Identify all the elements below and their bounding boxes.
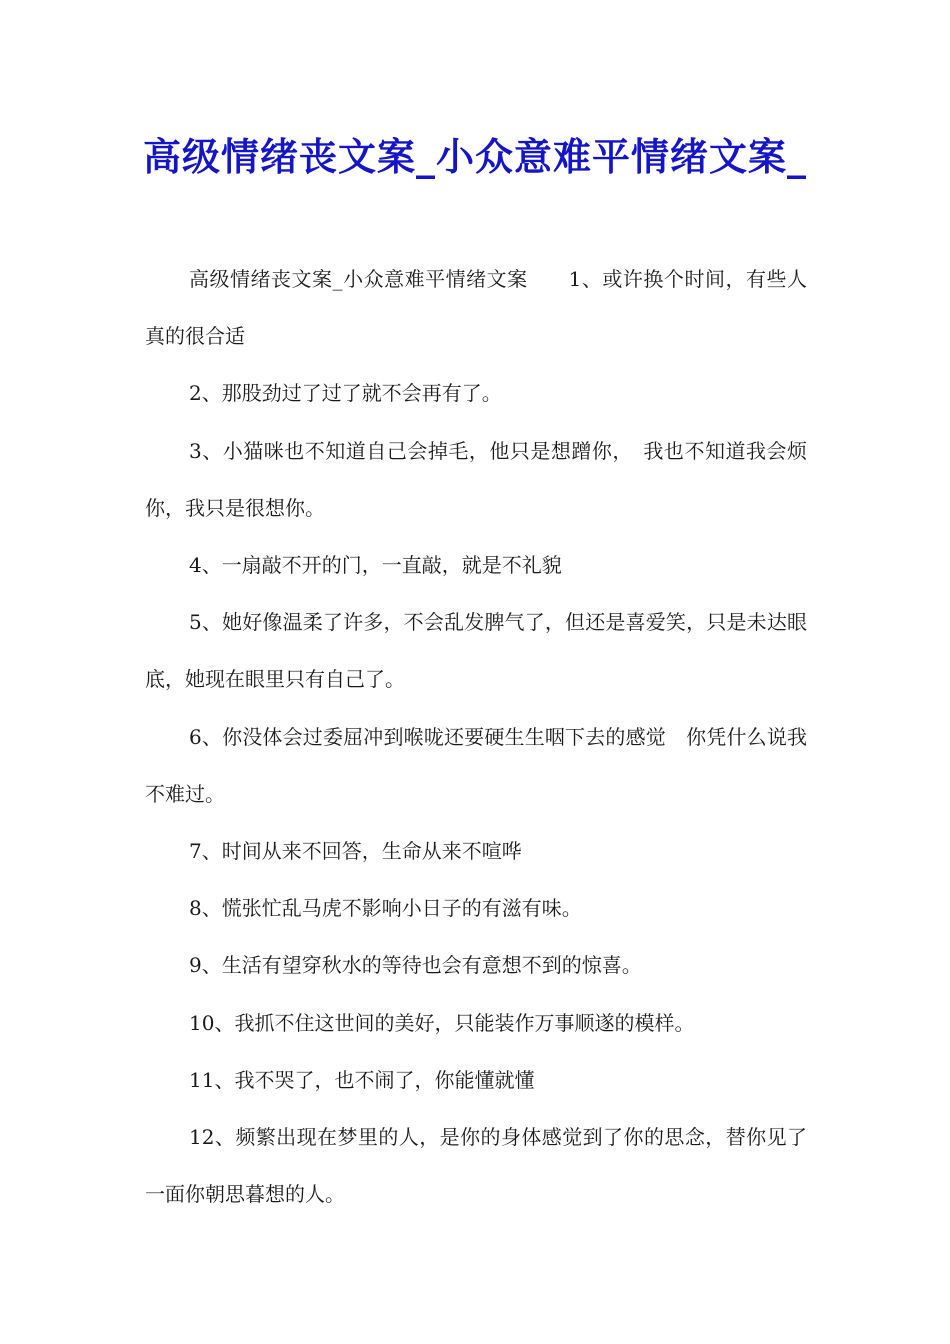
paragraph-3: 3、小猫咪也不知道自己会掉毛，他只是想蹭你， 我也不知道我会烦你，我只是很想你。 [145, 438, 807, 520]
paragraph-7: 7、时间从来不回答，生命从来不喧哗 [189, 839, 522, 864]
paragraph-10: 10、我抓不住这世间的美好，只能装作万事顺遂的模样。 [189, 1010, 695, 1035]
paragraph-4: 4、一扇敲不开的门，一直敲，就是不礼貌 [189, 553, 562, 578]
paragraph-5: 5、她好像温柔了许多，不会乱发脾气了，但还是喜爱笑，只是未达眼底，她现在眼里只有自己了。 [145, 610, 807, 692]
paragraph-2: 2、那股劲过了过了就不会再有了。 [189, 381, 502, 406]
paragraph-8: 8、慌张忙乱马虎不影响小日子的有滋有味。 [189, 896, 582, 921]
document-title: 高级情绪丧文案_小众意难平情绪文案_ [142, 135, 807, 179]
paragraph-6: 6、你没体会过委屈冲到喉咙还要硬生生咽下去的感觉 你凭什么说我不难过。 [145, 724, 807, 806]
paragraph-1: 高级情绪丧文案_小众意难平情绪文案 1、或许换个时间，有些人真的很合适 [145, 267, 807, 349]
paragraph-9: 9、生活有望穿秋水的等待也会有意想不到的惊喜。 [189, 953, 642, 978]
paragraph-12: 12、频繁出现在梦里的人，是你的身体感觉到了你的思念，替你见了一面你朝思暮想的人。 [145, 1125, 807, 1207]
paragraph-11: 11、我不哭了，也不闹了，你能懂就懂 [189, 1067, 535, 1092]
document-body [145, 251, 807, 1223]
